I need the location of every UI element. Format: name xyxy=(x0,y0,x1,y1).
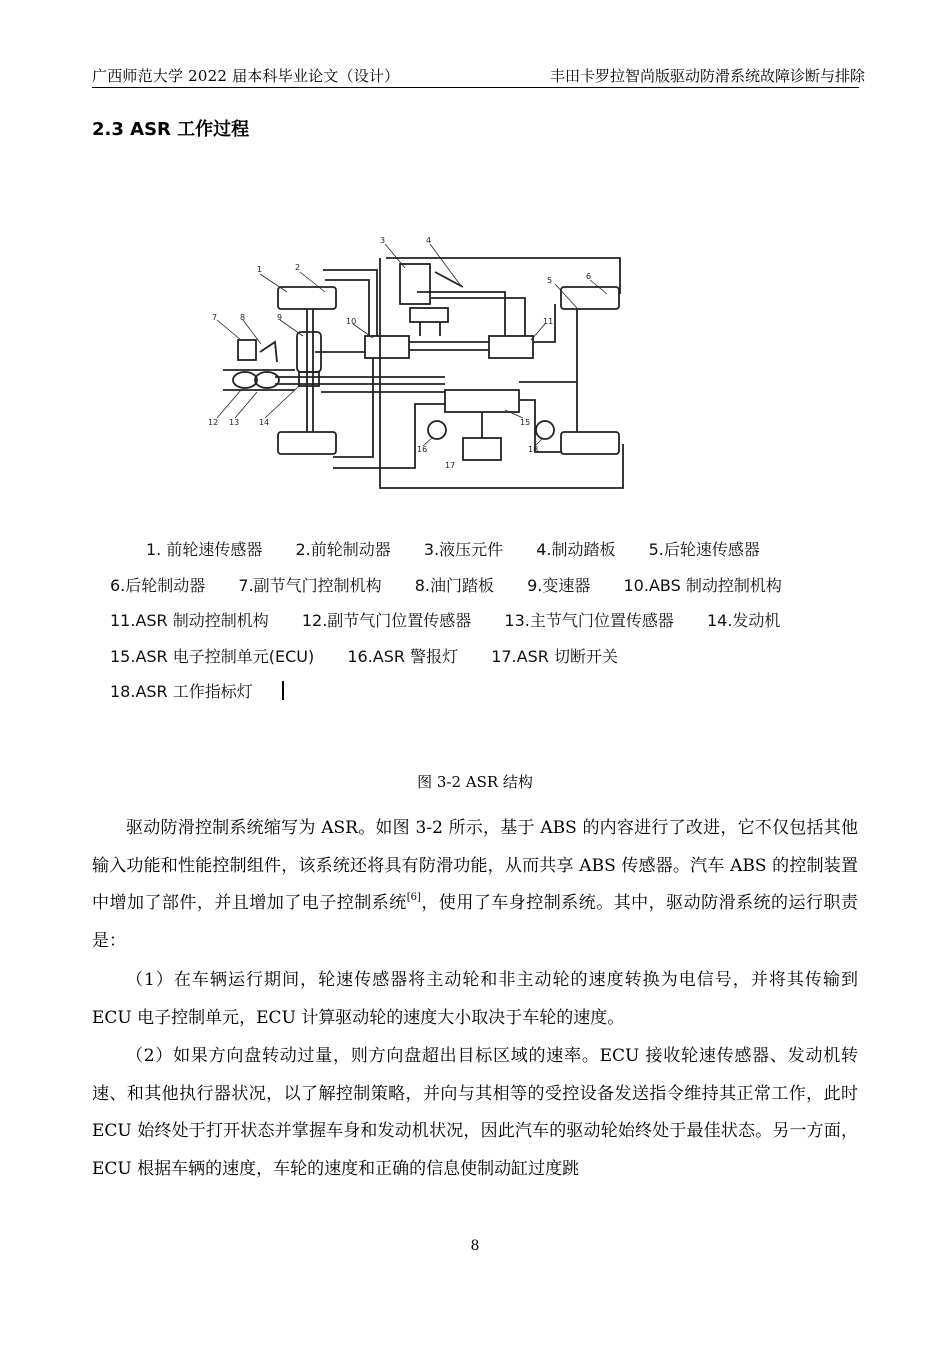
legend-item: 8.油门踏板 xyxy=(414,575,495,595)
header-right: 丰田卡罗拉智尚版驱动防滑系统故障诊断与排除 xyxy=(550,66,859,88)
callout-16: 16 xyxy=(417,445,428,454)
rear-wheel-bottom xyxy=(561,432,619,454)
legend-item: 12.副节气门位置传感器 xyxy=(301,611,472,630)
abs-module xyxy=(365,336,409,358)
callout-8: 8 xyxy=(240,313,246,322)
legend-item: 6.后轮制动器 xyxy=(110,575,206,595)
legend-item: 3.液压元件 xyxy=(423,540,504,559)
legend-item: 1. 前轮速传感器 xyxy=(146,540,263,559)
callout-6: 6 xyxy=(586,272,592,281)
callout-3: 3 xyxy=(380,236,386,245)
legend-item: 15.ASR 电子控制单元(ECU) xyxy=(110,646,315,666)
ecu-box xyxy=(445,390,519,412)
legend-item: 2.前轮制动器 xyxy=(295,540,391,559)
figure-caption: 图 3-2 ASR 结构 xyxy=(417,773,533,791)
callout-17: 17 xyxy=(445,461,456,470)
callout-10: 10 xyxy=(346,317,357,326)
page-number: 8 xyxy=(470,1238,480,1254)
front-wheel-bottom xyxy=(278,432,336,454)
rear-wheel-top xyxy=(561,287,619,309)
legend-item: 11.ASR 制动控制机构 xyxy=(110,611,269,630)
figure-legend xyxy=(110,532,810,710)
legend-item: 9.变速器 xyxy=(527,575,591,595)
asr-structure-diagram xyxy=(205,232,635,494)
sub-throttle-actuator xyxy=(238,340,256,360)
callout-2: 2 xyxy=(295,263,301,272)
indicator-lamp xyxy=(536,421,554,439)
section-title: 2.3 ASR 工作过程 xyxy=(92,119,250,140)
callout-15: 15 xyxy=(520,418,531,427)
citation-ref: [6] xyxy=(406,892,421,903)
paragraph-1 xyxy=(92,810,858,960)
callout-5: 5 xyxy=(547,276,553,285)
callout-13: 13 xyxy=(229,418,240,427)
callout-14: 14 xyxy=(259,418,270,427)
legend-item: 4.制动踏板 xyxy=(536,540,616,559)
cutoff-switch-box xyxy=(463,438,501,460)
callout-12: 12 xyxy=(208,418,219,427)
callout-4: 4 xyxy=(426,236,432,245)
callout-7: 7 xyxy=(212,313,218,322)
legend-item: 5.后轮速传感器 xyxy=(648,540,760,559)
diagram-svg xyxy=(205,232,635,494)
warning-lamp xyxy=(428,421,446,439)
callout-11: 11 xyxy=(543,317,554,326)
paragraph-3: （2）如果方向盘转动过量，则方向盘超出目标区域的速率。ECU 接收轮速传感器、发动机转速、和其他执行器状况，以了解控制策略，并向与其相等的受控设备发送指令维持其正常工作，此时 ECU 始终处于打开状态并掌握车身和发动机状况，因此汽车的驱动轮始终处于最佳状态。另一方面，ECU 根据车辆的速度，车轮的速度和正确的信息使制动缸过度跳 xyxy=(92,1046,858,1179)
legend-item: 18.ASR 工作指标灯 xyxy=(110,682,253,701)
callout-9: 9 xyxy=(277,313,283,322)
asr-module xyxy=(489,336,533,358)
paragraph-1-text: 驱动防滑控制系统缩写为 ASR。如图 3-2 所示，基于 ABS 的内容进行了改进，它不仅包括其他输入功能和性能控制组件，该系统还将具有防滑功能，从而共享 ABS 传感器。汽车 ABS 的控制装置中增加了部件，并且增加了电子控制系统 xyxy=(92,818,858,913)
callout-1: 1 xyxy=(257,265,263,274)
text-cursor xyxy=(282,681,284,700)
legend-item: 16.ASR 警报灯 xyxy=(347,646,459,666)
legend-item: 7.副节气门控制机构 xyxy=(238,575,382,595)
front-wheel-top xyxy=(278,287,336,309)
paragraph-2: （1）在车辆运行期间，轮速传感器将主动轮和非主动轮的速度转换为电信号，并将其传输到 ECU 电子控制单元，ECU 计算驱动轮的速度大小取决于车轮的速度。 xyxy=(92,970,858,1028)
legend-item: 10.ABS 制动控制机构 xyxy=(623,575,782,595)
legend-item: 14.发动机 xyxy=(706,611,781,630)
legend-item: 17.ASR 切断开关 xyxy=(491,646,618,666)
callout-18: 18 xyxy=(528,445,539,454)
header-left: 广西师范大学 2022 届本科毕业论文（设计） xyxy=(92,66,550,88)
legend-item: 13.主节气门位置传感器 xyxy=(504,611,674,630)
paragraph-1-tail: ，使用了车身控制系统。其中，驱动防滑系统的运行职责是： xyxy=(92,893,858,951)
hydraulic-unit xyxy=(400,264,430,304)
